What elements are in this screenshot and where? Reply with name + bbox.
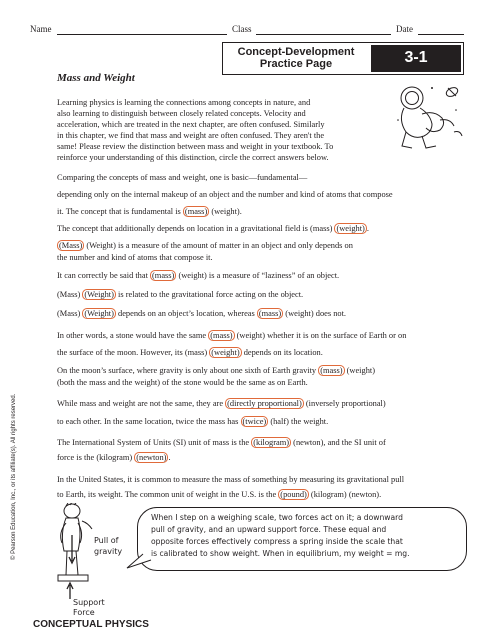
question-text: .: [366, 224, 369, 233]
answer-option[interactable]: (Weight): [86, 241, 116, 250]
section-title: Mass and Weight: [57, 72, 135, 84]
question-text: depending only on the internal makeup of an object and the number and kind of atoms that compose: [57, 190, 393, 199]
answer-option[interactable]: (newton): [348, 490, 380, 499]
answer-option[interactable]: (kilogram): [310, 490, 347, 499]
question-text: , and the SI unit of: [323, 438, 386, 447]
answer-option[interactable]: (weight): [211, 207, 240, 216]
answer-option-circled[interactable]: (mass): [258, 309, 282, 318]
answer-option-circled[interactable]: (newton): [136, 453, 167, 462]
speech-bubble-text: [151, 512, 410, 560]
question-line: [57, 240, 353, 252]
answer-option-circled[interactable]: (kilogram): [253, 438, 290, 447]
speech-line: pull of gravity, and an upward support force. These equal and: [151, 525, 387, 534]
intro-line: acceleration, which are treated in the next chapter, are often confused. Similarly: [57, 120, 325, 129]
answer-option-circled[interactable]: (mass): [320, 366, 343, 375]
date-field-label: Date: [396, 24, 413, 34]
support-force-label: [73, 598, 105, 618]
page-title-line-2: Practice Page: [259, 58, 333, 70]
question-text: to each other. In the same location, twice the mass has: [57, 417, 241, 426]
answer-option[interactable]: (half): [270, 417, 289, 426]
question-text: depends on its location.: [241, 348, 323, 357]
answer-option[interactable]: (weight): [178, 271, 207, 280]
intro-line: reinforce your understanding of this distinction, circle the correct answers below.: [57, 153, 329, 162]
speech-line: is calibrated to show weight. When in equilibrium, my weight = mg.: [151, 549, 410, 558]
answer-option[interactable]: (kilogram): [96, 453, 133, 462]
answer-option-circled[interactable]: (mass): [152, 271, 175, 280]
pull-of-gravity-label: [94, 535, 122, 557]
answer-option-circled[interactable]: (pound): [280, 490, 307, 499]
question-text: is related to the gravitational force acting on the object.: [115, 290, 304, 299]
question-line: [57, 347, 323, 359]
question-line: [57, 489, 381, 501]
question-text: While mass and weight are not the same, they are: [57, 399, 226, 408]
answer-option-circled[interactable]: (mass): [210, 331, 233, 340]
question-text: In the United States, it is common to measure the mass of something by measuring its gravitational pull: [57, 475, 405, 484]
question-text: On the moon’s surface, where gravity is only about one sixth of Earth gravity: [57, 366, 319, 375]
question-text: It can correctly be said that: [57, 271, 151, 280]
speech-line: opposite forces effectively compress a spring inside the scale that: [151, 537, 403, 546]
answer-option-circled[interactable]: (twice): [242, 417, 267, 426]
question-line: [57, 330, 406, 342]
class-field-line[interactable]: [256, 34, 391, 35]
answer-option[interactable]: (weight): [236, 331, 265, 340]
question-location-dependence: [57, 223, 369, 235]
question-text: .: [379, 490, 382, 499]
page-title-line-1: Concept-Development: [237, 46, 355, 58]
copyright-notice: © Pearson Education, Inc., or its affiliate(s). All rights reserved.: [11, 393, 17, 560]
question-text: is a measure of the amount of matter in an object and only depends on: [115, 241, 353, 250]
question-text: The concept that additionally depends on location in a gravitational field is: [57, 224, 311, 233]
question-laziness: [57, 270, 339, 282]
question-text: is a measure of “laziness” of an object.: [206, 271, 340, 280]
footer-book-title: CONCEPTUAL PHYSICS: [33, 619, 149, 630]
question-text: the number and kind of atoms that compose it.: [57, 253, 213, 262]
question-text: the surface of the moon. However, its: [57, 348, 185, 357]
question-gravitational-force: [57, 289, 303, 301]
answer-option[interactable]: (inversely proportional): [305, 399, 386, 408]
question-text: whether it is on the surface of Earth or on: [264, 331, 407, 340]
question-text: Comparing the concepts of mass and weight, one is basic—fundamental—: [57, 173, 308, 182]
answer-option-circled[interactable]: (Weight): [84, 290, 114, 299]
question-text: (both the mass and the weight) of the stone would be the same as on Earth.: [57, 378, 308, 387]
question-text: it. The concept that is fundamental is: [57, 207, 183, 216]
name-field-label: Name: [30, 24, 52, 34]
date-field-line[interactable]: [418, 34, 464, 35]
question-text: In other words, a stone would have the same: [57, 331, 209, 340]
question-line: [57, 437, 386, 449]
intro-line: in this chapter, we find that mass and weight are often confused. They aren't the: [57, 131, 325, 140]
question-text: to Earth, its weight. The common unit of weight in the U.S. is the: [57, 490, 279, 499]
question-line: [57, 398, 386, 410]
question-text: depends on an object’s location, whereas: [115, 309, 257, 318]
astronaut-illustration: [392, 80, 466, 156]
answer-option[interactable]: (Mass): [57, 309, 81, 318]
question-text: .: [168, 453, 171, 462]
answer-option-circled[interactable]: (weight): [211, 348, 240, 357]
question-line: [57, 365, 375, 377]
pull-label-line: Pull of: [94, 536, 119, 545]
answer-option[interactable]: (mass): [310, 224, 333, 233]
question-line: [57, 416, 328, 428]
pull-label-line: gravity: [94, 547, 123, 556]
answer-option[interactable]: (mass): [184, 348, 208, 357]
answer-option[interactable]: (Mass): [57, 290, 81, 299]
question-depends-on-location: [57, 308, 346, 320]
answer-option-circled[interactable]: (weight): [336, 224, 365, 233]
support-label-line: Force: [73, 608, 95, 617]
intro-line: also learning to distinguish between closely related concepts. Velocity and: [57, 109, 306, 118]
answer-option-circled[interactable]: (directly proportional): [227, 399, 302, 408]
answer-option[interactable]: (weight): [285, 309, 314, 318]
intro-line: same! Please review the distinction between mass and weight in your textbook. To: [57, 142, 334, 151]
answer-option-circled[interactable]: (Weight): [84, 309, 114, 318]
page-number-badge: 3-1: [371, 45, 461, 72]
intro-line: Learning physics is learning the connections among concepts in nature, and: [57, 98, 311, 107]
speech-line: When I step on a weighing scale, two forces act on it; a downward: [151, 513, 403, 522]
page-title: [224, 46, 368, 70]
question-text: force is the: [57, 453, 97, 462]
question-line: [57, 452, 171, 464]
answer-option[interactable]: (weight): [346, 366, 375, 375]
question-text: does not.: [313, 309, 346, 318]
question-text: The International System of Units (SI) unit of mass is the: [57, 438, 252, 447]
question-text: the weight.: [288, 417, 329, 426]
support-label-line: Support: [73, 598, 105, 607]
answer-option-circled[interactable]: (Mass): [59, 241, 83, 250]
question-text: .: [239, 207, 242, 216]
class-field-label: Class: [232, 24, 252, 34]
name-field-line[interactable]: [57, 34, 227, 35]
question-line: [57, 206, 242, 218]
answer-option-circled[interactable]: (mass): [184, 207, 208, 216]
answer-option[interactable]: (newton): [293, 438, 324, 447]
